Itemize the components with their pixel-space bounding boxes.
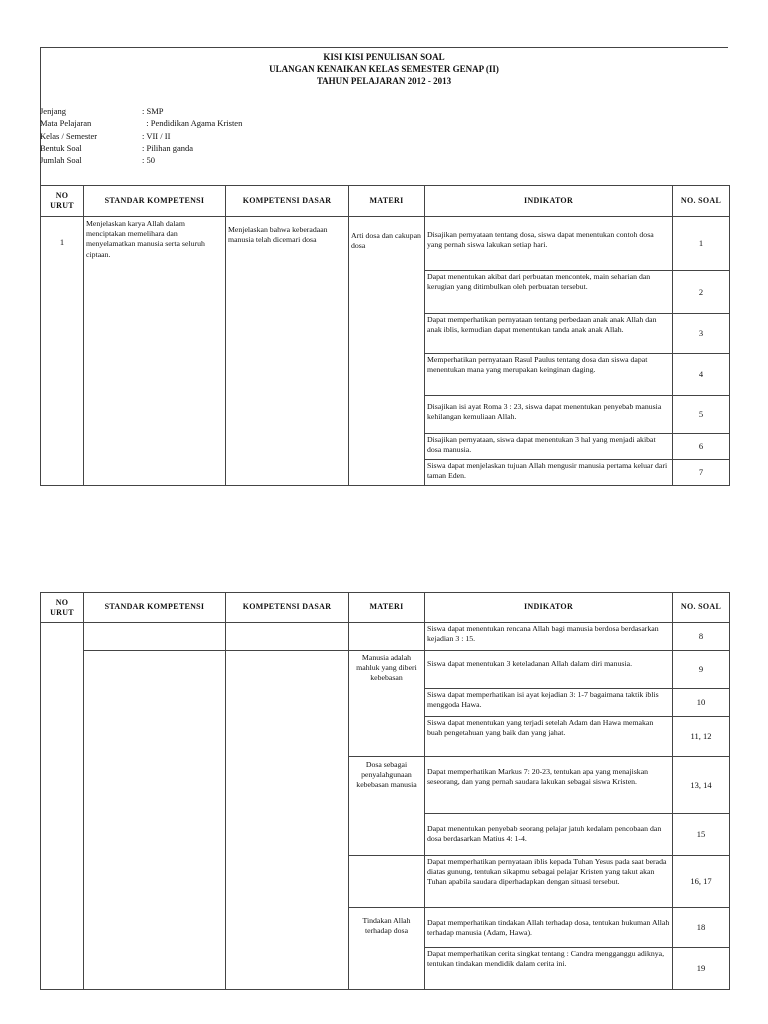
indikator-cell: Dapat memperhatikan pernyataan tentang perbedaan anak anak Allah dan anak iblis, kemudian dapat menentukan tanda anak anak Allah. [425,314,673,354]
document-header [40,51,728,87]
no-soal-cell: 11, 12 [673,717,730,757]
materi-cell: Manusia adalah mahluk yang diberi kebebasan [349,651,425,757]
table-header-row [41,186,730,217]
no-urut-cell [41,623,84,990]
standar-kompetensi-cell: Menjelaskan karya Allah dalam menciptakan memelihara dan menyelamatkan manusia serta seluruh ciptaan. [84,217,226,486]
kompetensi-dasar-cell [226,651,349,990]
table-row [41,623,730,651]
standar-kompetensi-cell [84,651,226,990]
indikator-cell: Siswa dapat memperhatikan isi ayat kejadian 3: 1-7 bagaimana taktik iblis menggoda Hawa. [425,689,673,717]
col-no-urut: NO URUT [41,186,84,217]
no-soal-cell: 15 [673,814,730,856]
indikator-cell: Dapat memperhatikan pernyataan iblis kepada Tuhan Yesus pada saat berada diatas gunung, tentukan sikapmu sebagai pelajar Kristen yang takut akan Tuhan apabila saudara diperhadapkan dengan situasi tersebut. [425,856,673,908]
kisi-table-2 [40,592,730,990]
indikator-cell: Siswa dapat menentukan rencana Allah bagi manusia berdosa berdasarkan kejadian 3 : 15. [425,623,673,651]
col-no-soal: NO. SOAL [673,186,730,217]
kompetensi-dasar-cell: Menjelaskan bahwa keberadaan manusia telah dicemari dosa [226,217,349,486]
no-urut-cell: 1 [41,217,84,486]
no-soal-cell: 3 [673,314,730,354]
col-indikator: INDIKATOR [425,593,673,623]
no-soal-cell: 16, 17 [673,856,730,908]
document-title: KISI KISI PENULISAN SOAL [323,52,445,62]
document-year: TAHUN PELAJARAN 2012 - 2013 [316,76,452,86]
col-no-urut: NO URUT [41,593,84,623]
indikator-cell: Dapat memperhatikan tindakan Allah terhadap dosa, tentukan hukuman Allah terhadap manusia (Adam, Hawa). [425,908,673,948]
no-soal-cell: 10 [673,689,730,717]
no-soal-cell: 4 [673,354,730,396]
col-standar-kompetensi: STANDAR KOMPETENSI [84,186,226,217]
indikator-cell: Dapat menentukan akibat dari perbuatan mencontek, main seharian dan kerugian yang ditimbulkan oleh perbuatan tersebut. [425,271,673,314]
col-no-soal: NO. SOAL [673,593,730,623]
info-block [40,105,242,166]
header-top-rule [40,47,728,48]
col-materi: MATERI [349,593,425,623]
kisi-table-1 [40,185,730,486]
no-soal-cell: 19 [673,948,730,990]
indikator-cell: Dapat menentukan penyebab seorang pelajar jatuh kedalam pencobaan dan dosa berdasarkan Matius 4: 1-4. [425,814,673,856]
col-kompetensi-dasar: KOMPETENSI DASAR [226,186,349,217]
info-row-bentuk-soal: Bentuk Soal : Pilihan ganda [40,142,193,153]
info-row-jumlah-soal: Jumlah Soal : 50 [40,155,155,166]
indikator-cell: Dapat memperhatikan cerita singkat tentang : Candra mengganggu adiknya, tentukan tindakan mendidik dalam cerita ini. [425,948,673,990]
indikator-cell: Memperhatikan pernyataan Rasul Paulus tentang dosa dan siswa dapat menentukan mana yang merupakan keinginan daging. [425,354,673,396]
materi-cell [349,623,425,651]
info-row-mata-pelajaran: Mata Pelajaran : Pendidikan Agama Kristen [40,118,243,129]
no-soal-cell: 8 [673,623,730,651]
table-row [41,651,730,689]
materi-cell: Arti dosa dan cakupan dosa [349,217,425,486]
info-row-jenjang: Jenjang : SMP [40,106,164,116]
indikator-cell: Disajikan pernyataan tentang dosa, siswa dapat menentukan contoh dosa yang pernah siswa lakukan setiap hari. [425,217,673,271]
no-soal-cell: 5 [673,396,730,434]
table-row [41,217,730,271]
indikator-cell: Disajikan isi ayat Roma 3 : 23, siswa dapat menentukan penyebab manusia kehilangan kemuliaan Allah. [425,396,673,434]
no-soal-cell: 6 [673,434,730,460]
col-indikator: INDIKATOR [425,186,673,217]
no-soal-cell: 9 [673,651,730,689]
no-soal-cell: 13, 14 [673,757,730,814]
kompetensi-dasar-cell [226,623,349,651]
materi-cell [349,856,425,908]
materi-cell: Dosa sebagai penyalahgunaan kebebasan manusia [349,757,425,856]
no-soal-cell: 18 [673,908,730,948]
indikator-cell: Disajikan pernyataan, siswa dapat menentukan 3 hal yang menjadi akibat dosa manusia. [425,434,673,460]
indikator-cell: Dapat memperhatikan Markus 7: 20-23, tentukan apa yang menajiskan seseorang, dan yang pernah saudara lakukan sebagai siswa Kristen. [425,757,673,814]
document-subtitle: ULANGAN KENAIKAN KELAS SEMESTER GENAP (II) [269,64,499,74]
col-materi: MATERI [349,186,425,217]
indikator-cell: Siswa dapat menentukan yang terjadi setelah Adam dan Hawa memakan buah pengetahuan yang baik dan yang jahat. [425,717,673,757]
table-header-row [41,593,730,623]
col-kompetensi-dasar: KOMPETENSI DASAR [226,593,349,623]
col-standar-kompetensi: STANDAR KOMPETENSI [84,593,226,623]
indikator-cell: Siswa dapat menentukan 3 keteladanan Allah dalam diri manusia. [425,651,673,689]
info-row-kelas: Kelas / Semester : VII / II [40,130,171,141]
indikator-cell: Siswa dapat menjelaskan tujuan Allah mengusir manusia pertama keluar dari taman Eden. [425,460,673,486]
no-soal-cell: 2 [673,271,730,314]
no-soal-cell: 7 [673,460,730,486]
no-soal-cell: 1 [673,217,730,271]
standar-kompetensi-cell [84,623,226,651]
materi-cell: Tindakan Allah terhadap dosa [349,908,425,990]
